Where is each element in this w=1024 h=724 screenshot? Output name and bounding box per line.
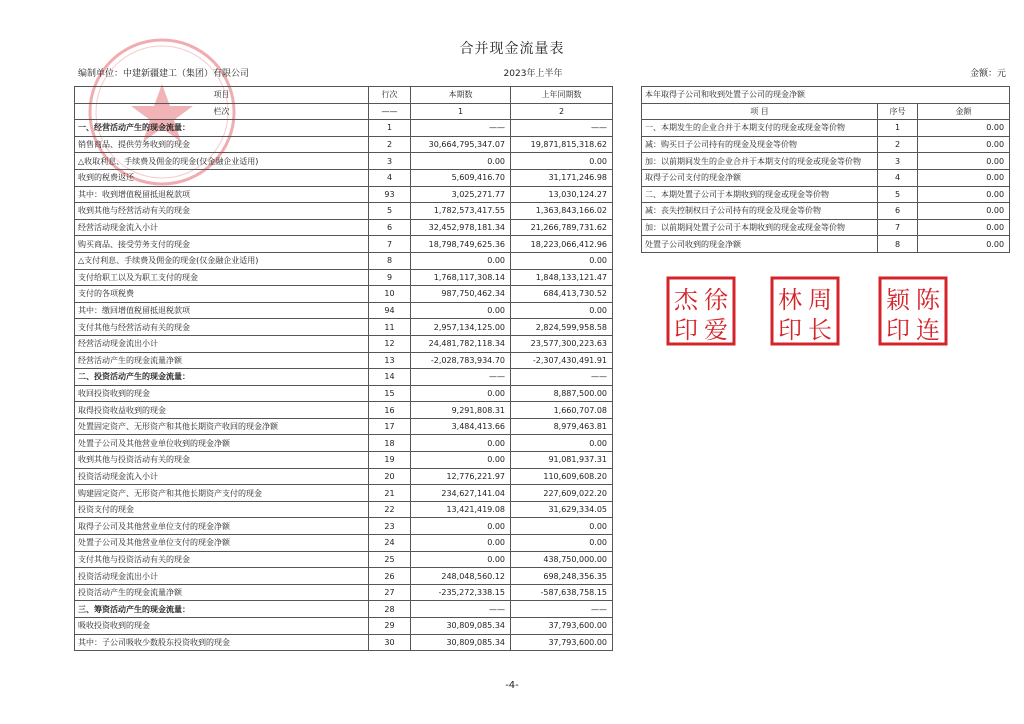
prior-period-value: 8,979,463.81 xyxy=(511,418,613,435)
column-subheader: 1 xyxy=(411,103,511,120)
row-label: 购建固定资产、无形资产和其他长期资产支付的现金 xyxy=(75,485,369,502)
row-number: 2 xyxy=(878,136,918,153)
prior-period-value: 1,848,133,121.47 xyxy=(511,269,613,286)
row-label: 处置子公司及其他营业单位收到的现金净额 xyxy=(75,435,369,452)
row-label: 取得子公司及其他营业单位支付的现金净额 xyxy=(75,518,369,535)
current-period-value: 0.00 xyxy=(411,452,511,469)
prior-period-value: —— xyxy=(511,601,613,618)
row-number: 29 xyxy=(369,618,411,635)
row-number: 7 xyxy=(878,219,918,236)
side-table-row xyxy=(642,153,1010,170)
row-label: 投资支付的现金 xyxy=(75,501,369,518)
row-number: 19 xyxy=(369,452,411,469)
row-label: 支付其他与经营活动有关的现金 xyxy=(75,319,369,336)
subsidiary-cash-table xyxy=(641,86,1010,253)
stamp-char: 颖 xyxy=(886,286,910,314)
prior-period-value: 0.00 xyxy=(511,153,613,170)
row-label: 减：丧失控制权日子公司持有的现金及现金等价物 xyxy=(642,203,878,220)
stamp-char: 周 xyxy=(808,286,832,314)
row-label: 吸收投资收到的现金 xyxy=(75,618,369,635)
current-period-value: 32,452,978,181.34 xyxy=(411,219,511,236)
row-label: 处置固定资产、无形资产和其他长期资产收回的现金净额 xyxy=(75,418,369,435)
stamp-char: 陈 xyxy=(916,286,940,314)
stamp-char: 印 xyxy=(778,316,802,344)
prior-period-value: 0.00 xyxy=(511,252,613,269)
table-row xyxy=(75,252,613,269)
row-label: 收到其他与经营活动有关的现金 xyxy=(75,203,369,220)
column-subheader: —— xyxy=(369,103,411,120)
table-row xyxy=(75,269,613,286)
current-period-value: 12,776,221.97 xyxy=(411,468,511,485)
current-period-value: 9,291,808.31 xyxy=(411,402,511,419)
row-label: 处置子公司收到的现金净额 xyxy=(642,236,878,253)
page-title: 合并现金流量表 xyxy=(459,41,565,57)
table-row xyxy=(75,634,613,651)
amount-value: 0.00 xyxy=(918,186,1010,203)
row-label: 三、筹资活动产生的现金流量： xyxy=(75,601,369,618)
table-row xyxy=(75,136,613,153)
prior-period-value: 37,793,600.00 xyxy=(511,634,613,651)
table-row xyxy=(75,120,613,137)
table-row xyxy=(75,319,613,336)
row-number: 12 xyxy=(369,335,411,352)
table-row xyxy=(75,601,613,618)
prior-period-value: 37,793,600.00 xyxy=(511,618,613,635)
table-row xyxy=(75,418,613,435)
prior-period-value: -587,638,758.15 xyxy=(511,584,613,601)
amount-value: 0.00 xyxy=(918,236,1010,253)
table-row xyxy=(75,435,613,452)
current-period-value: 13,421,419.08 xyxy=(411,501,511,518)
row-number: 9 xyxy=(369,269,411,286)
current-period-value: 234,627,141.04 xyxy=(411,485,511,502)
stamp-char: 林 xyxy=(778,286,802,314)
current-period-value: 0.00 xyxy=(411,535,511,552)
column-header: 行次 xyxy=(369,87,411,104)
row-label: 支付其他与投资活动有关的现金 xyxy=(75,551,369,568)
table-row xyxy=(75,369,613,386)
prior-period-value: 0.00 xyxy=(511,435,613,452)
row-number: 5 xyxy=(369,203,411,220)
prior-period-value: 91,081,937.31 xyxy=(511,452,613,469)
row-number: 2 xyxy=(369,136,411,153)
current-period-value: 987,750,462.34 xyxy=(411,286,511,303)
amount-value: 0.00 xyxy=(918,219,1010,236)
prior-period-value: 1,660,707.08 xyxy=(511,402,613,419)
table-row xyxy=(75,219,613,236)
amount-value: 0.00 xyxy=(918,203,1010,220)
table-row xyxy=(75,203,613,220)
row-number: 15 xyxy=(369,385,411,402)
row-label: 收到的税费返还 xyxy=(75,169,369,186)
row-number: 1 xyxy=(369,120,411,137)
row-label: 销售商品、提供劳务收到的现金 xyxy=(75,136,369,153)
prior-period-value: 0.00 xyxy=(511,518,613,535)
table-row xyxy=(75,535,613,552)
column-header: 序号 xyxy=(878,103,918,120)
table-row xyxy=(75,302,613,319)
column-subheader: 栏次 xyxy=(75,103,369,120)
table-row xyxy=(75,385,613,402)
cash-flow-table xyxy=(74,86,613,651)
row-label: 支付给职工以及为职工支付的现金 xyxy=(75,269,369,286)
stamp-char: 长 xyxy=(808,316,832,344)
row-number: 26 xyxy=(369,568,411,585)
stamp-zhou-changlin xyxy=(770,276,840,346)
prior-period-value: 0.00 xyxy=(511,535,613,552)
prior-period-value: 227,609,022.20 xyxy=(511,485,613,502)
current-period-value: 0.00 xyxy=(411,518,511,535)
row-number: 8 xyxy=(878,236,918,253)
row-number: 30 xyxy=(369,634,411,651)
row-label: 一、经营活动产生的现金流量： xyxy=(75,120,369,137)
table-row xyxy=(75,236,613,253)
side-caption-row xyxy=(642,87,1010,104)
current-period-value: 30,809,085.34 xyxy=(411,618,511,635)
table-row xyxy=(75,618,613,635)
table-row xyxy=(75,518,613,535)
table-row xyxy=(75,568,613,585)
company-name: 编制单位：中建新疆建工（集团）有限公司 xyxy=(78,69,250,79)
current-period-value: -2,028,783,934.70 xyxy=(411,352,511,369)
side-table-row xyxy=(642,169,1010,186)
current-period-value: —— xyxy=(411,369,511,386)
side-table-row xyxy=(642,236,1010,253)
table-row xyxy=(75,402,613,419)
row-label: 支付的各项税费 xyxy=(75,286,369,303)
current-period-value: 0.00 xyxy=(411,252,511,269)
row-number: 20 xyxy=(369,468,411,485)
row-number: 17 xyxy=(369,418,411,435)
row-label: 购买商品、接受劳务支付的现金 xyxy=(75,236,369,253)
stamp-char: 印 xyxy=(674,316,698,344)
current-period-value: 0.00 xyxy=(411,153,511,170)
row-label: 一、本期发生的企业合并于本期支付的现金或现金等价物 xyxy=(642,120,878,137)
row-label: △收取利息、手续费及佣金的现金(仅金融企业适用) xyxy=(75,153,369,170)
table-header-row xyxy=(75,87,613,104)
row-label: 取得子公司支付的现金净额 xyxy=(642,169,878,186)
row-label: 取得投资收益收到的现金 xyxy=(75,402,369,419)
current-period-value: 3,484,413.66 xyxy=(411,418,511,435)
row-number: 27 xyxy=(369,584,411,601)
prior-period-value: 18,223,066,412.96 xyxy=(511,236,613,253)
report-period: 2023年上半年 xyxy=(503,69,563,79)
prior-period-value: 698,248,356.35 xyxy=(511,568,613,585)
table-row xyxy=(75,186,613,203)
prior-period-value: 19,871,815,318.62 xyxy=(511,136,613,153)
column-header: 上年同期数 xyxy=(511,87,613,104)
prior-period-value: 31,171,246.98 xyxy=(511,169,613,186)
table-row xyxy=(75,352,613,369)
prior-period-value: —— xyxy=(511,120,613,137)
row-number: 22 xyxy=(369,501,411,518)
prior-period-value: 13,030,124.27 xyxy=(511,186,613,203)
page-number: -4- xyxy=(505,680,519,691)
prior-period-value: —— xyxy=(511,369,613,386)
row-label: 经营活动现金流入小计 xyxy=(75,219,369,236)
current-period-value: -235,272,338.15 xyxy=(411,584,511,601)
table-row xyxy=(75,501,613,518)
prior-period-value: 31,629,334.05 xyxy=(511,501,613,518)
row-number: 10 xyxy=(369,286,411,303)
current-period-value: 30,809,085.34 xyxy=(411,634,511,651)
table-row xyxy=(75,286,613,303)
side-table-row xyxy=(642,219,1010,236)
column-header: 项 目 xyxy=(642,103,878,120)
prior-period-value: 438,750,000.00 xyxy=(511,551,613,568)
currency-unit: 金额：元 xyxy=(969,69,1006,79)
row-label: 其中：收到增值税留抵退税款项 xyxy=(75,186,369,203)
row-number: 4 xyxy=(878,169,918,186)
row-number: 13 xyxy=(369,352,411,369)
row-number: 21 xyxy=(369,485,411,502)
column-header: 本期数 xyxy=(411,87,511,104)
row-label: 其中：子公司吸收少数股东投资收到的现金 xyxy=(75,634,369,651)
table-row xyxy=(75,169,613,186)
row-label: 收回投资收到的现金 xyxy=(75,385,369,402)
stamp-char: 徐 xyxy=(704,286,728,314)
amount-value: 0.00 xyxy=(918,120,1010,137)
row-label: 二、本期处置子公司于本期收到的现金或现金等价物 xyxy=(642,186,878,203)
row-label: 经营活动产生的现金流量净额 xyxy=(75,352,369,369)
row-number: 6 xyxy=(369,219,411,236)
current-period-value: 30,664,795,347.07 xyxy=(411,136,511,153)
column-header: 项目 xyxy=(75,87,369,104)
prior-period-value: 110,609,608.20 xyxy=(511,468,613,485)
row-label: 加：以前期间处置子公司于本期收到的现金或现金等价物 xyxy=(642,219,878,236)
current-period-value: —— xyxy=(411,120,511,137)
row-label: 处置子公司及其他营业单位支付的现金净额 xyxy=(75,535,369,552)
stamp-chen-yinglian xyxy=(878,276,948,346)
prior-period-value: 684,413,730.52 xyxy=(511,286,613,303)
stamp-xu-aijie xyxy=(666,276,736,346)
current-period-value: 1,782,573,417.55 xyxy=(411,203,511,220)
current-period-value: 18,798,749,625.36 xyxy=(411,236,511,253)
row-number: 6 xyxy=(878,203,918,220)
row-number: 3 xyxy=(369,153,411,170)
side-table-row xyxy=(642,136,1010,153)
current-period-value: 248,048,560.12 xyxy=(411,568,511,585)
row-number: 11 xyxy=(369,319,411,336)
row-number: 23 xyxy=(369,518,411,535)
row-label: △支付利息、手续费及佣金的现金(仅金融企业适用) xyxy=(75,252,369,269)
prior-period-value: 21,266,789,731.62 xyxy=(511,219,613,236)
current-period-value: 0.00 xyxy=(411,302,511,319)
row-label: 经营活动现金流出小计 xyxy=(75,335,369,352)
row-label: 减：购买日子公司持有的现金及现金等价物 xyxy=(642,136,878,153)
table-row xyxy=(75,452,613,469)
row-number: 7 xyxy=(369,236,411,253)
stamp-char: 杰 xyxy=(674,286,698,314)
current-period-value: 0.00 xyxy=(411,385,511,402)
row-number: 4 xyxy=(369,169,411,186)
row-number: 25 xyxy=(369,551,411,568)
prior-period-value: 8,887,500.00 xyxy=(511,385,613,402)
side-header-row xyxy=(642,103,1010,120)
side-table-row xyxy=(642,203,1010,220)
stamp-char: 爱 xyxy=(704,316,728,344)
amount-value: 0.00 xyxy=(918,136,1010,153)
current-period-value: 0.00 xyxy=(411,435,511,452)
row-number: 3 xyxy=(878,153,918,170)
stamp-char: 连 xyxy=(916,316,940,344)
current-period-value: 5,609,416.70 xyxy=(411,169,511,186)
table-row xyxy=(75,468,613,485)
row-number: 94 xyxy=(369,302,411,319)
amount-value: 0.00 xyxy=(918,169,1010,186)
current-period-value: 3,025,271.77 xyxy=(411,186,511,203)
side-table-caption: 本年取得子公司和收到处置子公司的现金净额 xyxy=(642,87,1010,104)
prior-period-value: 1,363,843,166.02 xyxy=(511,203,613,220)
prior-period-value: -2,307,430,491.91 xyxy=(511,352,613,369)
row-label: 二、投资活动产生的现金流量： xyxy=(75,369,369,386)
row-number: 14 xyxy=(369,369,411,386)
amount-value: 0.00 xyxy=(918,153,1010,170)
row-label: 其中：缴回增值税留抵退税款项 xyxy=(75,302,369,319)
table-row xyxy=(75,335,613,352)
stamp-char: 印 xyxy=(886,316,910,344)
row-number: 28 xyxy=(369,601,411,618)
row-label: 投资活动现金流出小计 xyxy=(75,568,369,585)
prior-period-value: 0.00 xyxy=(511,302,613,319)
row-number: 24 xyxy=(369,535,411,552)
row-number: 1 xyxy=(878,120,918,137)
row-label: 投资活动产生的现金流量净额 xyxy=(75,584,369,601)
row-number: 18 xyxy=(369,435,411,452)
row-label: 投资活动现金流入小计 xyxy=(75,468,369,485)
table-subheader-row xyxy=(75,103,613,120)
current-period-value: 2,957,134,125.00 xyxy=(411,319,511,336)
current-period-value: 0.00 xyxy=(411,551,511,568)
prior-period-value: 2,824,599,958.58 xyxy=(511,319,613,336)
current-period-value: —— xyxy=(411,601,511,618)
column-header: 金额 xyxy=(918,103,1010,120)
row-label: 加：以前期间发生的企业合并于本期支付的现金或现金等价物 xyxy=(642,153,878,170)
table-row xyxy=(75,485,613,502)
side-table-row xyxy=(642,120,1010,137)
row-number: 5 xyxy=(878,186,918,203)
row-number: 8 xyxy=(369,252,411,269)
column-subheader: 2 xyxy=(511,103,613,120)
row-number: 93 xyxy=(369,186,411,203)
current-period-value: 1,768,117,308.14 xyxy=(411,269,511,286)
row-number: 16 xyxy=(369,402,411,419)
side-table-row xyxy=(642,186,1010,203)
table-row xyxy=(75,551,613,568)
prior-period-value: 23,577,300,223.63 xyxy=(511,335,613,352)
table-row xyxy=(75,153,613,170)
row-label: 收到其他与投资活动有关的现金 xyxy=(75,452,369,469)
table-row xyxy=(75,584,613,601)
current-period-value: 24,481,782,118.34 xyxy=(411,335,511,352)
